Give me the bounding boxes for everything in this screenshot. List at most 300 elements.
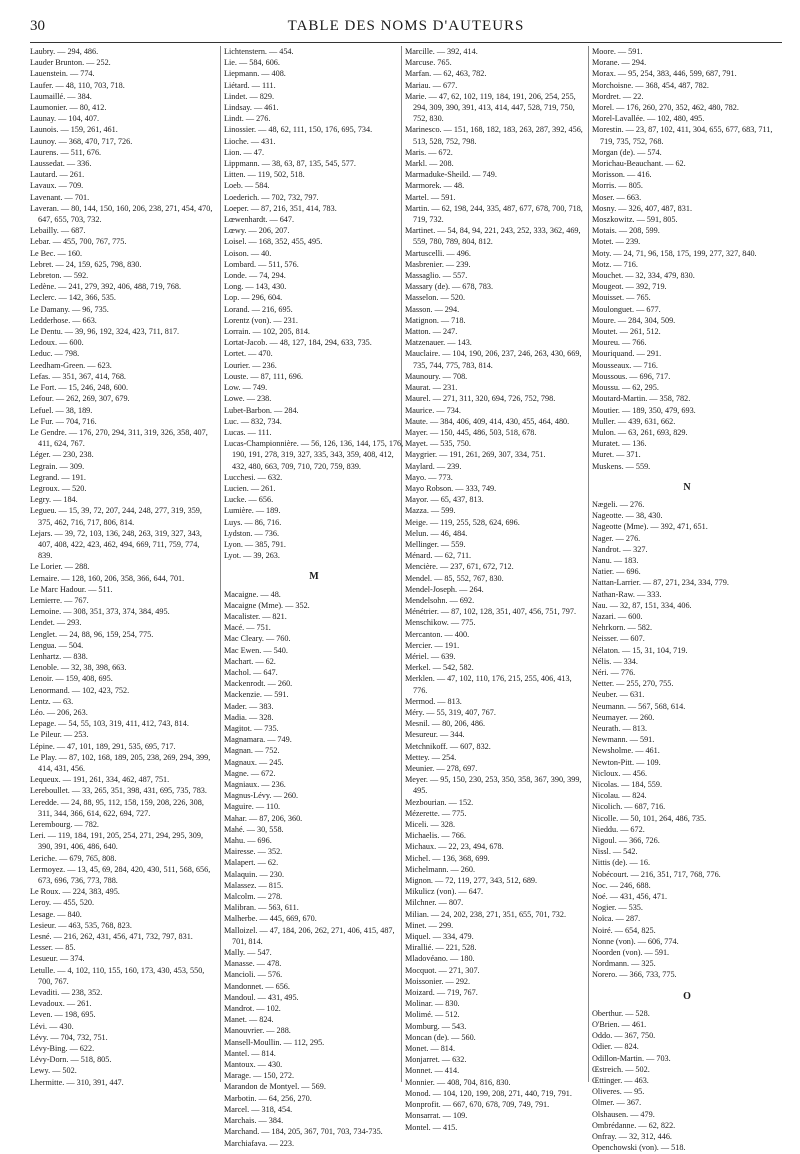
index-entry: Lhermitte. — 310, 391, 447. bbox=[30, 1077, 124, 1087]
index-entry: Michel. — 136, 368, 699. bbox=[405, 853, 490, 863]
index-entry: Malaquin. — 230. bbox=[224, 869, 285, 879]
index-entry: Mignon. — 72, 119, 277, 343, 512, 689. bbox=[405, 876, 538, 886]
index-entry: Marbotin. — 64, 256, 270. bbox=[224, 1093, 312, 1103]
index-entry: Luys. — 86, 716. bbox=[224, 517, 282, 527]
index-entry: Mirallié. — 221, 528. bbox=[405, 943, 477, 953]
index-entry: Noc. — 246, 688. bbox=[592, 880, 651, 890]
index-entry: Olshausen. — 479. bbox=[592, 1109, 655, 1119]
index-entry: Mahar. — 87, 206, 360. bbox=[224, 813, 303, 823]
index-entry: Nogier. — 535. bbox=[592, 903, 643, 913]
index-entry: Mocquot. — 271, 307. bbox=[405, 965, 480, 975]
index-entry: Olmer. — 367. bbox=[592, 1098, 642, 1108]
index-entry: Odier. — 824. bbox=[592, 1042, 639, 1052]
index-entry: Matton. — 247. bbox=[405, 327, 458, 337]
index-entry: Montel. — 415. bbox=[405, 1122, 458, 1132]
index-entry: Mendel-Joseph. — 264. bbox=[405, 584, 484, 594]
index-entry: Marmorek. — 48. bbox=[405, 181, 465, 191]
index-entry: Leriche. — 679, 765, 808. bbox=[30, 853, 117, 863]
index-entry: Monnet. — 414. bbox=[405, 1066, 460, 1076]
index-entry: Lebret. — 24, 159, 625, 798, 830. bbox=[30, 259, 142, 269]
index-entry: Nau. — 32, 87, 151, 334, 406. bbox=[592, 600, 692, 610]
index-entry: Malloizel. — 47, 184, 206, 262, 271, 406, 415, 487, 701, 814. bbox=[224, 925, 395, 946]
index-entry: Nageotte (Mme). — 392, 471, 651. bbox=[592, 522, 708, 532]
index-entry: Nageotte. — 38, 430. bbox=[592, 511, 663, 521]
index-entry: Maylard. — 239. bbox=[405, 461, 462, 471]
index-entry: Lyot. — 39, 263. bbox=[224, 551, 280, 561]
index-entry: Neuber. — 631. bbox=[592, 690, 645, 700]
index-entry: Lemaire. — 128, 160, 206, 358, 366, 644, 701. bbox=[30, 573, 185, 583]
index-entry: Magniaux. — 236. bbox=[224, 780, 286, 789]
index-entry: Nigoul. — 366, 726. bbox=[592, 836, 660, 846]
index-entry: Meyer. — 95, 150, 230, 253, 350, 358, 367, 390, 399, 495. bbox=[405, 775, 582, 796]
index-entry: Lumière. — 189. bbox=[224, 506, 281, 516]
index-entry: Loederich. — 702, 732, 797. bbox=[224, 192, 319, 202]
index-entry: Melun. — 46, 484. bbox=[405, 528, 468, 538]
index-entry: Lebreton. — 592. bbox=[30, 271, 89, 281]
index-entry: Lindet. — 829. bbox=[224, 91, 275, 101]
header-rule bbox=[30, 42, 782, 43]
index-entry: Leduc. — 798. bbox=[30, 349, 80, 359]
index-entry: Mayer. — 150, 445, 486, 503, 518, 678. bbox=[405, 427, 537, 437]
index-entry: Mader. — 383. bbox=[224, 701, 274, 711]
index-entry: Nicolle. — 50, 101, 264, 486, 735. bbox=[592, 813, 707, 823]
index-entry: Lenoir. — 159, 408, 695. bbox=[30, 674, 113, 684]
index-entry: Mladovéano. — 180. bbox=[405, 954, 475, 964]
index-entry: Michelmann. — 260. bbox=[405, 864, 476, 874]
index-entry: Moutet. — 261, 512. bbox=[592, 327, 661, 337]
index-entry: Lesieur. — 463, 535, 768, 823. bbox=[30, 920, 132, 930]
index-entry: Malibran. — 563, 611. bbox=[224, 903, 299, 913]
index-entry: Lesné. — 216, 262, 431, 456, 471, 732, 797, 831. bbox=[30, 932, 193, 942]
index-entry: Leredde. — 24, 88, 95, 112, 158, 159, 208, 226, 308, 311, 344, 366, 614, 622, 694, 727. bbox=[30, 797, 204, 818]
index-entry: Levadoux. — 261. bbox=[30, 999, 92, 1009]
index-entry: Laveran. — 80, 144, 150, 160, 206, 238, 271, 454, 470, 647, 655, 703, 732. bbox=[30, 203, 213, 225]
index-entry: Macaigne (Mme). — 352. bbox=[224, 600, 310, 610]
index-entry: Mencière. — 237, 671, 672, 712. bbox=[405, 562, 514, 572]
index-entry: Magnaux. — 245. bbox=[224, 757, 284, 767]
index-entry: Marandon de Montyel. — 569. bbox=[224, 1082, 326, 1092]
index-entry: Malherbe. — 445, 669, 670. bbox=[224, 914, 317, 924]
index-entry: Lavenant. — 701. bbox=[30, 192, 90, 202]
index-entry: Nazari. — 600. bbox=[592, 611, 643, 621]
index-entry: Martinet. — 54, 84, 94, 221, 243, 252, 333, 362, 469, 559, 780, 789, 804, 812. bbox=[405, 226, 581, 247]
index-entry: Newton-Pitt. — 109. bbox=[592, 757, 661, 767]
index-entry: Martuscelli. — 496. bbox=[405, 248, 471, 258]
index-entry: Mayor. — 65, 437, 813. bbox=[405, 495, 484, 505]
index-entry: Litten. — 119, 502, 518. bbox=[224, 170, 305, 180]
index-entry: Malapert. — 62. bbox=[224, 858, 279, 868]
index-entry: Oddo. — 367, 750. bbox=[592, 1031, 656, 1041]
index-entry: Monsarrat. — 109. bbox=[405, 1111, 468, 1121]
index-entry: Magitot. — 735. bbox=[224, 723, 279, 733]
index-entry: Lévy-Bing. — 622. bbox=[30, 1044, 95, 1054]
index-entry: Mordret. — 22. bbox=[592, 91, 644, 101]
index-entry: Marinesco. — 151, 168, 182, 183, 263, 287, 392, 456, 513, 528, 752, 798. bbox=[405, 125, 583, 146]
index-entry: Noé. — 431, 456, 471. bbox=[592, 892, 668, 902]
index-entry: Mellinger. — 559. bbox=[405, 539, 466, 549]
index-entry: Linossier. — 48, 62, 111, 150, 176, 695, 734. bbox=[224, 125, 373, 135]
index-entry: Leven. — 198, 695. bbox=[30, 1010, 96, 1020]
index-entry: Mac Ewen. — 540. bbox=[224, 645, 288, 655]
index-entry: Léo. — 206, 263. bbox=[30, 707, 88, 717]
index-entry: Moissonier. — 292. bbox=[405, 976, 471, 986]
index-entry: Norero. — 366, 733, 775. bbox=[592, 970, 677, 980]
index-entry: Mac Cleary. — 760. bbox=[224, 634, 291, 644]
index-entry: Netter. — 255, 270, 755. bbox=[592, 679, 674, 689]
index-entry: Lindsay. — 461. bbox=[224, 103, 279, 113]
index-entry: Lop. — 296, 604. bbox=[224, 293, 283, 303]
index-entry: Monnier. — 408, 704, 816, 830. bbox=[405, 1077, 511, 1087]
index-entry: Launay. — 104, 407. bbox=[30, 114, 100, 124]
index-entry: Noorden (von). — 591. bbox=[592, 948, 670, 958]
index-entry: Nicolau. — 824. bbox=[592, 791, 647, 801]
index-entry: Laufer. — 48, 110, 703, 718. bbox=[30, 80, 125, 90]
index-entry: Mantel. — 814. bbox=[224, 1048, 276, 1058]
index-entry: Manouvrier. — 288. bbox=[224, 1026, 291, 1036]
index-entry: Mackenrodt. — 260. bbox=[224, 679, 293, 689]
index-entry: Legueu. — 15, 39, 72, 207, 244, 248, 277, 319, 359, 375, 462, 716, 717, 806, 814. bbox=[30, 506, 202, 527]
index-entry: Monprofit. — 667, 670, 678, 709, 749, 791. bbox=[405, 1100, 550, 1110]
index-entry: Lucke. — 656. bbox=[224, 495, 274, 505]
index-entry: Mettey. — 254. bbox=[405, 752, 457, 762]
column-divider bbox=[220, 46, 221, 1082]
index-entry: Morgan (de). — 574. bbox=[592, 147, 662, 157]
index-entry: Martel. — 591. bbox=[405, 192, 456, 202]
index-column-4 bbox=[592, 46, 782, 1154]
index-entry: Lengua. — 504. bbox=[30, 640, 84, 650]
index-entry: Lubet-Barbon. — 284. bbox=[224, 405, 299, 415]
index-entry: Marmaduke-Sheild. — 749. bbox=[405, 170, 497, 180]
index-entry: Lenormand. — 102, 423, 752. bbox=[30, 685, 130, 695]
index-entry: Metchnikoff. — 607, 832. bbox=[405, 741, 491, 751]
section-letter: O bbox=[683, 990, 691, 1002]
index-entry: Marage. — 150, 272. bbox=[224, 1071, 295, 1081]
index-column-1 bbox=[30, 46, 213, 1088]
index-entry: Laubry. — 294, 486. bbox=[30, 47, 99, 56]
index-entry: Morane. — 294. bbox=[592, 58, 647, 68]
index-entry: Lejars. — 39, 72, 103, 136, 248, 263, 319, 327, 343, 407, 408, 422, 423, 462, 494, 669, 711, 759, 774, 839. bbox=[30, 528, 202, 561]
index-entry: Madia. — 328. bbox=[224, 712, 274, 722]
index-entry: Le Roux. — 224, 383, 495. bbox=[30, 887, 120, 897]
index-entry: Morichau-Beauchant. — 62. bbox=[592, 159, 686, 169]
index-entry: Lichtenstern. — 454. bbox=[224, 47, 294, 56]
index-entry: Openchowski (von). — 518. bbox=[592, 1143, 686, 1153]
index-entry: Lentz. — 63. bbox=[30, 696, 74, 706]
index-entry: Mesureur. — 344. bbox=[405, 730, 465, 740]
index-entry: Maurel. — 271, 311, 320, 694, 726, 752, 798. bbox=[405, 394, 556, 404]
index-entry: Moszkowitz. — 591, 805. bbox=[592, 215, 678, 225]
index-entry: Lesage. — 840. bbox=[30, 909, 82, 919]
index-entry: Lepage. — 54, 55, 103, 319, 411, 412, 743, 814. bbox=[30, 719, 189, 729]
index-entry: Moser. — 663. bbox=[592, 192, 642, 202]
index-entry: Œstreich. — 502. bbox=[592, 1064, 650, 1074]
index-entry: Leroy. — 455, 520. bbox=[30, 898, 95, 908]
index-entry: Léger. — 230, 238. bbox=[30, 450, 94, 460]
index-entry: Néri. — 776. bbox=[592, 667, 636, 677]
index-entry: Neumann. — 567, 568, 614. bbox=[592, 701, 686, 711]
index-entry: Macé. — 751. bbox=[224, 623, 271, 633]
index-entry: Lœwy. — 206, 207. bbox=[224, 226, 290, 236]
section-letter: N bbox=[683, 481, 691, 493]
index-entry: Massary (de). — 678, 783. bbox=[405, 282, 493, 292]
index-entry: Laurens. — 511, 676. bbox=[30, 147, 102, 157]
index-entry: Marchiafava. — 223. bbox=[224, 1138, 295, 1148]
index-entry: Marcille. — 392, 414. bbox=[405, 47, 478, 56]
index-entry: Moizard. — 719, 767. bbox=[405, 988, 478, 998]
index-entry: Miceli. — 328. bbox=[405, 820, 456, 830]
index-entry: Nanu. — 183. bbox=[592, 555, 639, 565]
index-entry: Nissl. — 542. bbox=[592, 847, 638, 857]
index-entry: Ménard. — 62, 711. bbox=[405, 551, 472, 561]
index-entry: Mériel. — 639. bbox=[405, 651, 456, 661]
index-entry: Lorand. — 216, 695. bbox=[224, 304, 293, 314]
index-entry: Morax. — 95, 254, 383, 446, 599, 687, 791. bbox=[592, 69, 737, 79]
index-entry: Mayet. — 535, 750. bbox=[405, 439, 471, 449]
index-entry: Lœwenhardt. — 647. bbox=[224, 215, 295, 225]
index-entry: Molimé. — 512. bbox=[405, 1010, 460, 1020]
index-entry: Nobécourt. — 216, 351, 717, 768, 776. bbox=[592, 869, 721, 879]
index-entry: Lourier. — 236. bbox=[224, 360, 277, 370]
index-entry: Mendelsohn. — 692. bbox=[405, 595, 475, 605]
index-entry: Louste. — 87, 111, 696. bbox=[224, 371, 303, 381]
index-entry: Motet. — 239. bbox=[592, 237, 641, 247]
index-entry: Moty. — 24, 71, 96, 158, 175, 199, 277, 327, 840. bbox=[592, 248, 757, 258]
index-entry: Machol. — 647. bbox=[224, 667, 278, 677]
index-entry: Moutier. — 189, 350, 479, 693. bbox=[592, 405, 696, 415]
index-entry: Luc. — 832, 734. bbox=[224, 416, 282, 426]
index-entry: Mackenzie. — 591. bbox=[224, 690, 289, 700]
index-entry: Mezbourian. — 152. bbox=[405, 797, 474, 807]
index-entry: Meunier. — 278, 697. bbox=[405, 764, 478, 773]
index-entry: Onfray. — 32, 312, 446. bbox=[592, 1132, 672, 1142]
index-entry: Maute. — 384, 406, 409, 414, 430, 455, 464, 480. bbox=[405, 416, 570, 426]
index-entry: Martin. — 62, 198, 244, 335, 487, 677, 678, 700, 718, 719, 732. bbox=[405, 203, 583, 225]
index-entry: Mercanton. — 400. bbox=[405, 629, 470, 639]
column-divider bbox=[588, 46, 589, 1082]
index-entry: Lévy-Dorn. — 518, 805. bbox=[30, 1055, 112, 1065]
index-entry: Minet. — 299. bbox=[405, 920, 454, 930]
index-entry: Mariau. — 677. bbox=[405, 80, 458, 90]
index-entry: Moussous. — 696, 717. bbox=[592, 371, 671, 381]
index-entry: Lemierre. — 767. bbox=[30, 595, 89, 605]
index-entry: Marcel. — 318, 454. bbox=[224, 1104, 293, 1114]
index-entry: Muskens. — 559. bbox=[592, 461, 651, 471]
index-entry: Lendet. — 293. bbox=[30, 618, 82, 628]
index-entry: Masselon. — 520. bbox=[405, 293, 466, 303]
index-entry: Mikulicz (von). — 647. bbox=[405, 887, 483, 897]
index-entry: Monet. — 814. bbox=[405, 1044, 456, 1054]
index-entry: Lebar. — 455, 700, 767, 775. bbox=[30, 237, 127, 247]
index-entry: Nélaton. — 15, 31, 104, 719. bbox=[592, 645, 688, 655]
index-entry: Nieddu. — 672. bbox=[592, 824, 645, 834]
index-entry: Lie. — 584, 606. bbox=[224, 58, 280, 68]
index-entry: Lévi. — 430. bbox=[30, 1021, 74, 1031]
index-entry: Long. — 143, 430. bbox=[224, 282, 287, 292]
index-entry: Lesueur. — 374. bbox=[30, 954, 85, 964]
index-entry: Mesnil. — 80, 206, 486. bbox=[405, 719, 486, 729]
index-entry: Mouchet. — 32, 334, 479, 830. bbox=[592, 271, 695, 281]
index-entry: Morel. — 176, 260, 270, 352, 462, 480, 782. bbox=[592, 103, 739, 113]
index-entry: Leclerc. — 142, 366, 535. bbox=[30, 293, 116, 303]
index-entry: Lauenstein. — 774. bbox=[30, 69, 95, 79]
index-entry: Meige. — 119, 255, 528, 624, 696. bbox=[405, 517, 520, 527]
index-entry: Muller. — 439, 631, 662. bbox=[592, 416, 676, 426]
index-entry: Michaelis. — 766. bbox=[405, 831, 466, 841]
index-entry: Ledderhose. — 663. bbox=[30, 315, 97, 325]
index-entry: Mulon. — 63, 261, 693, 829. bbox=[592, 427, 688, 437]
index-entry: Nicolas. — 184, 559. bbox=[592, 780, 663, 789]
index-entry: Lévy. — 704, 732, 751. bbox=[30, 1032, 108, 1042]
index-entry: Lioche. — 431. bbox=[224, 136, 276, 146]
index-entry: Leri. — 119, 184, 191, 205, 254, 271, 294, 295, 309, 390, 391, 406, 486, 640. bbox=[30, 831, 203, 852]
index-entry: Mazza. — 599. bbox=[405, 506, 456, 516]
index-entry: Lortet. — 470. bbox=[224, 349, 273, 359]
index-entry: Lowe. — 238. bbox=[224, 394, 272, 404]
index-entry: O'Brien. — 461. bbox=[592, 1020, 647, 1030]
index-entry: Le Marc Hadour. — 511. bbox=[30, 584, 113, 594]
index-entry: Loeb. — 584. bbox=[224, 181, 270, 191]
index-entry: Morchoisne. — 368, 454, 487, 782. bbox=[592, 80, 709, 90]
index-entry: Leedham-Green. — 623. bbox=[30, 360, 112, 370]
index-entry: Marfan. — 62, 463, 782. bbox=[405, 69, 487, 79]
index-entry: Menschikow. — 775. bbox=[405, 618, 476, 628]
index-entry: Lavaux. — 709. bbox=[30, 181, 84, 191]
index-entry: Miquel. — 334, 479. bbox=[405, 932, 474, 942]
index-entry: Momburg. — 543. bbox=[405, 1021, 467, 1031]
index-entry: Le Damany. — 96, 735. bbox=[30, 304, 109, 314]
index-entry: Laumonier. — 80, 412. bbox=[30, 103, 107, 113]
index-entry: Lemoine. — 308, 351, 373, 374, 384, 495. bbox=[30, 607, 170, 617]
index-entry: Nehrkorn. — 582. bbox=[592, 623, 653, 633]
index-entry: Maunoury. — 708. bbox=[405, 371, 468, 381]
index-entry: Loeper. — 87, 216, 351, 414, 783. bbox=[224, 203, 337, 213]
index-entry: Lauder Brunton. — 252. bbox=[30, 58, 111, 68]
index-entry: Marcuse. 765. bbox=[405, 58, 452, 68]
index-entry: Mouisset. — 765. bbox=[592, 293, 651, 303]
index-entry: Mayo. — 773. bbox=[405, 472, 453, 482]
index-entry: Le Fur. — 704, 716. bbox=[30, 416, 97, 426]
index-entry: Nathan-Raw. — 333. bbox=[592, 589, 662, 599]
index-entry: Mermod. — 813. bbox=[405, 696, 462, 706]
index-entry: Neisser. — 607. bbox=[592, 634, 645, 644]
index-entry: Nager. — 276. bbox=[592, 533, 641, 543]
index-entry: Oliveres. — 95. bbox=[592, 1087, 645, 1097]
index-entry: Ombrédanne. — 62, 822. bbox=[592, 1120, 676, 1130]
index-entry: Liepmann. — 408. bbox=[224, 69, 286, 79]
index-entry: Mézerette. — 775. bbox=[405, 808, 467, 818]
index-entry: Mairesse. — 352. bbox=[224, 847, 283, 857]
index-entry: Maygrier. — 191, 261, 269, 307, 334, 751. bbox=[405, 450, 546, 460]
index-entry: Le Dentu. — 39, 96, 192, 324, 423, 711, 817. bbox=[30, 327, 180, 337]
index-entry: Mercier. — 191. bbox=[405, 640, 460, 650]
index-entry: Legrain. — 309. bbox=[30, 461, 85, 471]
index-entry: Markl. — 208. bbox=[405, 159, 454, 169]
index-column-3 bbox=[405, 46, 587, 1133]
index-entry: Neurath. — 813. bbox=[592, 723, 648, 733]
index-entry: Molinar. — 830. bbox=[405, 999, 460, 1009]
index-entry: Neumayer. — 260. bbox=[592, 712, 655, 722]
index-entry: Méry. — 55, 319, 407, 767. bbox=[405, 707, 496, 717]
index-entry: Lortat-Jacob. — 48, 127, 184, 294, 633, 735. bbox=[224, 338, 372, 348]
index-entry: Lippmann. — 38, 63, 87, 135, 545, 577. bbox=[224, 159, 356, 169]
index-entry: Le Play. — 87, 102, 168, 189, 205, 238, 269, 294, 399, 414, 431, 456. bbox=[30, 752, 211, 773]
index-entry: Lermoyez. — 13, 45, 69, 284, 420, 430, 511, 568, 656, 673, 696, 736, 773, 788. bbox=[30, 864, 211, 886]
index-entry: Lucas-Championnière. — 56, 126, 136, 144, 175, 176, 190, 191, 278, 319, 327, 335, 343, 359, 408, 412, 432, 480, 663, 709, 710, 720, 759, 839. bbox=[224, 439, 404, 471]
index-entry: Loison. — 40. bbox=[224, 248, 272, 258]
index-entry: Launois. — 159, 261, 461. bbox=[30, 125, 118, 135]
index-entry: Nattan-Larrier. — 87, 271, 234, 334, 779. bbox=[592, 578, 729, 588]
index-entry: Levaditi. — 238, 352. bbox=[30, 988, 103, 998]
index-entry: Muratet. — 136. bbox=[592, 439, 647, 449]
index-entry: Morel-Lavallée. — 102, 480, 495. bbox=[592, 114, 705, 124]
index-entry: Maurat. — 231. bbox=[405, 383, 458, 393]
index-entry: Malassez. — 815. bbox=[224, 880, 284, 890]
index-entry: Mancioli. — 576. bbox=[224, 970, 283, 980]
index-entry: Magne. — 672. bbox=[224, 768, 276, 778]
index-entry: Manasse. — 478. bbox=[224, 959, 282, 969]
index-entry: Monod. — 104, 120, 199, 208, 271, 440, 719, 791. bbox=[405, 1088, 572, 1098]
index-entry: Mougeot. — 392, 719. bbox=[592, 282, 667, 292]
index-entry: Launoy. — 368, 470, 717, 726. bbox=[30, 136, 133, 146]
index-entry: Nonne (von). — 606, 774. bbox=[592, 936, 679, 946]
index-entry: Lautard. — 261. bbox=[30, 170, 85, 180]
index-entry: Marie. — 47, 62, 102, 119, 184, 191, 206, 254, 255, 294, 309, 390, 391, 413, 414, 447, 528, 719, 750, 752, 830. bbox=[405, 91, 576, 124]
index-entry: Moussu. — 62, 295. bbox=[592, 383, 659, 393]
page-number: 30 bbox=[30, 18, 45, 34]
index-entry: Matignon. — 718. bbox=[405, 315, 466, 325]
index-entry: Machart. — 62. bbox=[224, 656, 276, 666]
index-entry: Marchais. — 384. bbox=[224, 1116, 284, 1126]
index-entry: Le Bec. — 160. bbox=[30, 248, 83, 258]
index-entry: Noïca. — 287. bbox=[592, 914, 641, 924]
index-entry: Laussedat. — 336. bbox=[30, 159, 92, 169]
index-entry: Morestin. — 23, 87, 102, 411, 304, 655, 677, 683, 711, 719, 735, 752, 768. bbox=[592, 125, 773, 146]
index-entry: Marchand. — 184, 205, 367, 701, 703, 734-735. bbox=[224, 1127, 383, 1137]
index-entry: Nicolich. — 687, 716. bbox=[592, 802, 666, 812]
index-entry: Lucas. — 111. bbox=[224, 427, 272, 437]
index-entry: Newmann. — 591. bbox=[592, 735, 655, 745]
index-entry: Noiré. — 654, 825. bbox=[592, 925, 656, 935]
index-entry: Morris. — 805. bbox=[592, 181, 643, 191]
index-entry: Lenoble. — 32, 38, 398, 663. bbox=[30, 663, 127, 673]
index-entry: Le Fort. — 15, 246, 248, 600. bbox=[30, 383, 129, 393]
index-entry: Laumaillé. — 384. bbox=[30, 91, 92, 101]
index-entry: Moutard-Martin. — 358, 782. bbox=[592, 394, 691, 404]
index-entry: Mandonnet. — 656. bbox=[224, 981, 290, 991]
index-entry: Nicloux. — 456. bbox=[592, 768, 648, 778]
page-header bbox=[30, 18, 782, 42]
index-entry: Milchner. — 807. bbox=[405, 898, 464, 908]
index-entry: Morisson. — 416. bbox=[592, 170, 652, 180]
index-entry: Lenglet. — 24, 88, 96, 159, 254, 775. bbox=[30, 629, 154, 639]
index-entry: Odillon-Martin. — 703. bbox=[592, 1053, 671, 1063]
index-entry: Lebailly. — 687. bbox=[30, 226, 86, 236]
index-entry: Lenhartz. — 838. bbox=[30, 651, 88, 661]
index-entry: Legroux. — 520. bbox=[30, 483, 87, 493]
index-entry: Merkel. — 542, 582. bbox=[405, 663, 474, 673]
index-entry: Magnan. — 752. bbox=[224, 746, 280, 756]
index-entry: Mauclaire. — 104, 190, 206, 237, 246, 263, 430, 669, 735, 744, 775, 783, 814. bbox=[405, 349, 582, 370]
index-entry: Motais. — 208, 599. bbox=[592, 226, 660, 236]
section-letter: M bbox=[309, 571, 319, 583]
index-entry: Le Gendre. — 176, 270, 294, 311, 319, 326, 358, 407, 411, 624, 767. bbox=[30, 427, 208, 449]
index-entry: Loisel. — 168, 352, 455, 495. bbox=[224, 237, 323, 247]
index-entry: Lerembourg. — 782. bbox=[30, 820, 99, 830]
index-entry: Maris. — 672. bbox=[405, 147, 453, 157]
index-entry: Moore. — 591. bbox=[592, 47, 643, 56]
index-entry: Liétard. — 111. bbox=[224, 80, 276, 90]
index-entry: Natier. — 696. bbox=[592, 567, 641, 577]
